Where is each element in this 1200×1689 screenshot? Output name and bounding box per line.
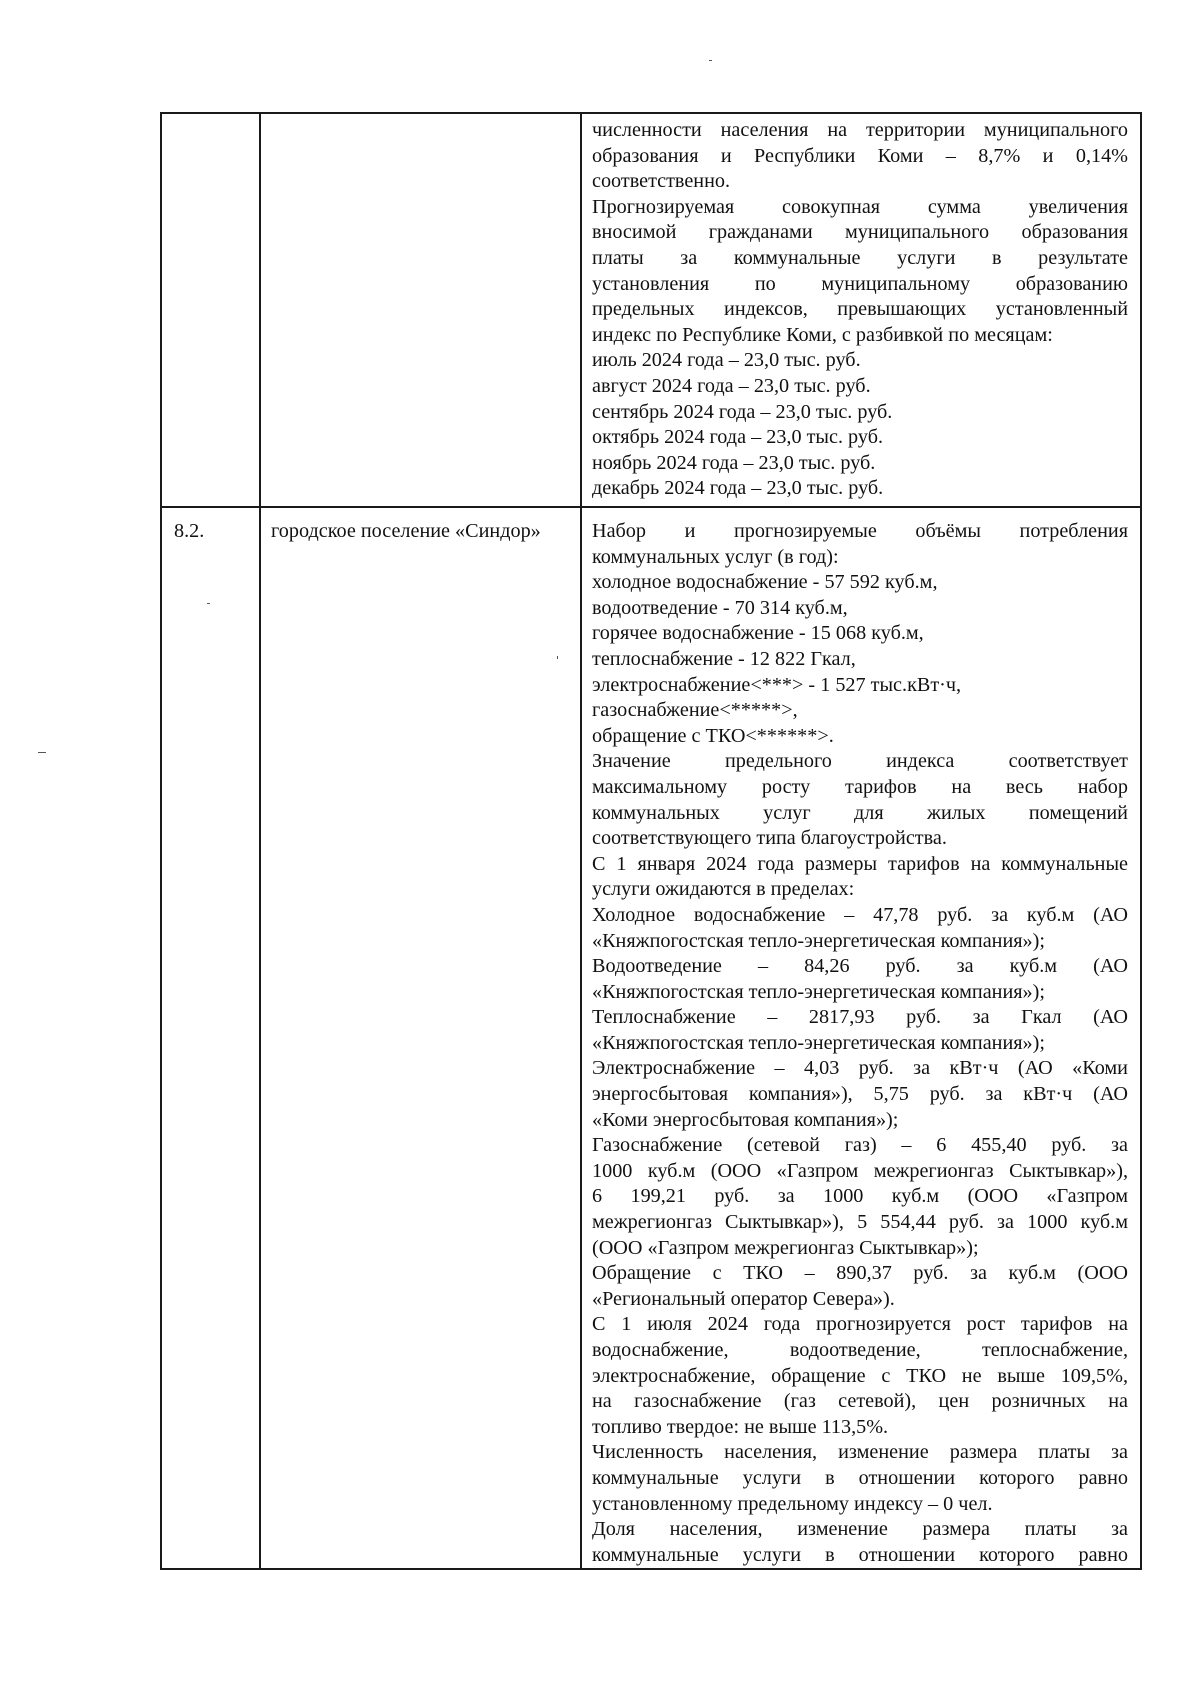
municipality-name: городское поселение «Синдор» (271, 520, 541, 542)
text-line: Прогнозируемая совокупная сумма увеличения (592, 195, 1128, 218)
text-line: холодное водоснабжение - 57 592 куб.м, (592, 571, 938, 594)
text-line: С 1 июля 2024 года прогнозируется рост тарифов на (592, 1313, 1128, 1336)
text-line: индекс по Республике Коми, с разбивкой по месяцам: (592, 323, 1053, 346)
text-line: электроснабжение<***> - 1 527 тыс.кВт·ч, (592, 673, 962, 696)
text-line: обращение с ТКО<******>. (592, 724, 834, 747)
text-line: на газоснабжение (газ сетевой), цен розничных на (592, 1390, 1128, 1413)
text-line: Холодное водоснабжение – 47,78 руб. за куб.м (АО (592, 903, 1128, 926)
text-line: максимальному росту тарифов на весь набор (592, 775, 1128, 798)
scan-speck (709, 60, 712, 61)
text-line: октябрь 2024 года – 23,0 тыс. руб. (592, 426, 884, 449)
column-divider (580, 114, 582, 1568)
row-description-text (592, 519, 1128, 1568)
text-line: «Княжпогостская тепло-энергетическая компания»); (592, 1031, 1045, 1054)
text-line: коммунальных услуг (в год): (592, 545, 839, 568)
text-line: Доля населения, изменение размера платы за (592, 1518, 1128, 1541)
text-line: установления по муниципальному образованию (592, 272, 1128, 295)
text-line: ноябрь 2024 года – 23,0 тыс. руб. (592, 451, 876, 474)
text-line: водоснабжение, водоотведение, теплоснабжение, (592, 1339, 1128, 1361)
text-line: топливо твердое: не выше 113,5%. (592, 1415, 889, 1438)
text-line: соответствующего типа благоустройства. (592, 827, 947, 850)
text-line: соответственно. (592, 170, 731, 193)
text-line: Газоснабжение (сетевой газ) – 6 455,40 руб. за (592, 1134, 1128, 1157)
text-line: образования и Республики Коми – 8,7% и 0,14% (592, 144, 1128, 167)
row-continuation-text (592, 118, 1128, 502)
text-line: коммунальные услуги в отношении которого равно (592, 1543, 1128, 1566)
text-line: коммунальные услуги в отношении которого равно (592, 1466, 1128, 1489)
text-line: теплоснабжение - 12 822 Гкал, (592, 647, 856, 670)
text-line: декабрь 2024 года – 23,0 тыс. руб. (592, 477, 884, 500)
text-line: установленному предельному индексу – 0 чел. (592, 1492, 993, 1515)
text-line: Электроснабжение – 4,03 руб. за кВт·ч (АО «Коми (592, 1057, 1128, 1080)
tariff-table (160, 112, 1142, 1570)
text-line: Численность населения, изменение размера платы за (592, 1441, 1128, 1464)
text-line: вносимой гражданами муниципального образования (592, 221, 1128, 244)
text-line: «Коми энергосбытовая компания»); (592, 1108, 899, 1131)
text-line: (ООО «Газпром межрегионгаз Сыктывкар»); (592, 1236, 979, 1259)
text-line: Водоотведение – 84,26 руб. за куб.м (АО (592, 955, 1128, 978)
text-line: численности населения на территории муниципального (592, 119, 1128, 141)
text-line: горячее водоснабжение - 15 068 куб.м, (592, 622, 924, 645)
row-divider (162, 506, 1140, 508)
text-line: коммунальных услуг для жилых помещений (592, 801, 1128, 824)
text-line: платы за коммунальные услуги в результате (592, 246, 1128, 269)
text-line: «Княжпогостская тепло-энергетическая компания»); (592, 929, 1045, 952)
text-line: 1000 куб.м (ООО «Газпром межрегионгаз Сыктывкар»), (592, 1159, 1128, 1182)
text-line: Обращение с ТКО – 890,37 руб. за куб.м (ООО (592, 1262, 1128, 1285)
text-line: газоснабжение<*****>, (592, 699, 798, 722)
text-line: Значение предельного индекса соответствует (592, 750, 1128, 773)
text-line: Набор и прогнозируемые объёмы потребления (592, 520, 1128, 542)
text-line: водоотведение - 70 314 куб.м, (592, 596, 848, 619)
text-line: С 1 января 2024 года размеры тарифов на коммунальные (592, 852, 1128, 875)
text-line: услуги ожидаются в пределах: (592, 878, 855, 901)
scan-speck (207, 603, 210, 604)
text-line: «Княжпогостская тепло-энергетическая компания»); (592, 980, 1045, 1003)
text-line: предельных индексов, превышающих установленный (592, 298, 1128, 321)
text-line: электроснабжение, обращение с ТКО не выше 109,5%, (592, 1364, 1128, 1387)
text-line: энергосбытовая компания»), 5,75 руб. за кВт·ч (АО (592, 1083, 1128, 1106)
scan-speck (557, 656, 558, 659)
row-number: 8.2. (174, 520, 205, 542)
text-line: август 2024 года – 23,0 тыс. руб. (592, 374, 871, 397)
text-line: «Региональный оператор Севера»). (592, 1287, 895, 1310)
text-line: межрегионгаз Сыктывкар»), 5 554,44 руб. за 1000 куб.м (592, 1211, 1128, 1234)
scan-speck (38, 752, 46, 753)
text-line: Теплоснабжение – 2817,93 руб. за Гкал (АО (592, 1006, 1128, 1029)
column-divider (259, 114, 261, 1568)
text-line: 6 199,21 руб. за 1000 куб.м (ООО «Газпром (592, 1185, 1128, 1208)
text-line: сентябрь 2024 года – 23,0 тыс. руб. (592, 400, 893, 423)
text-line: июль 2024 года – 23,0 тыс. руб. (592, 349, 861, 372)
